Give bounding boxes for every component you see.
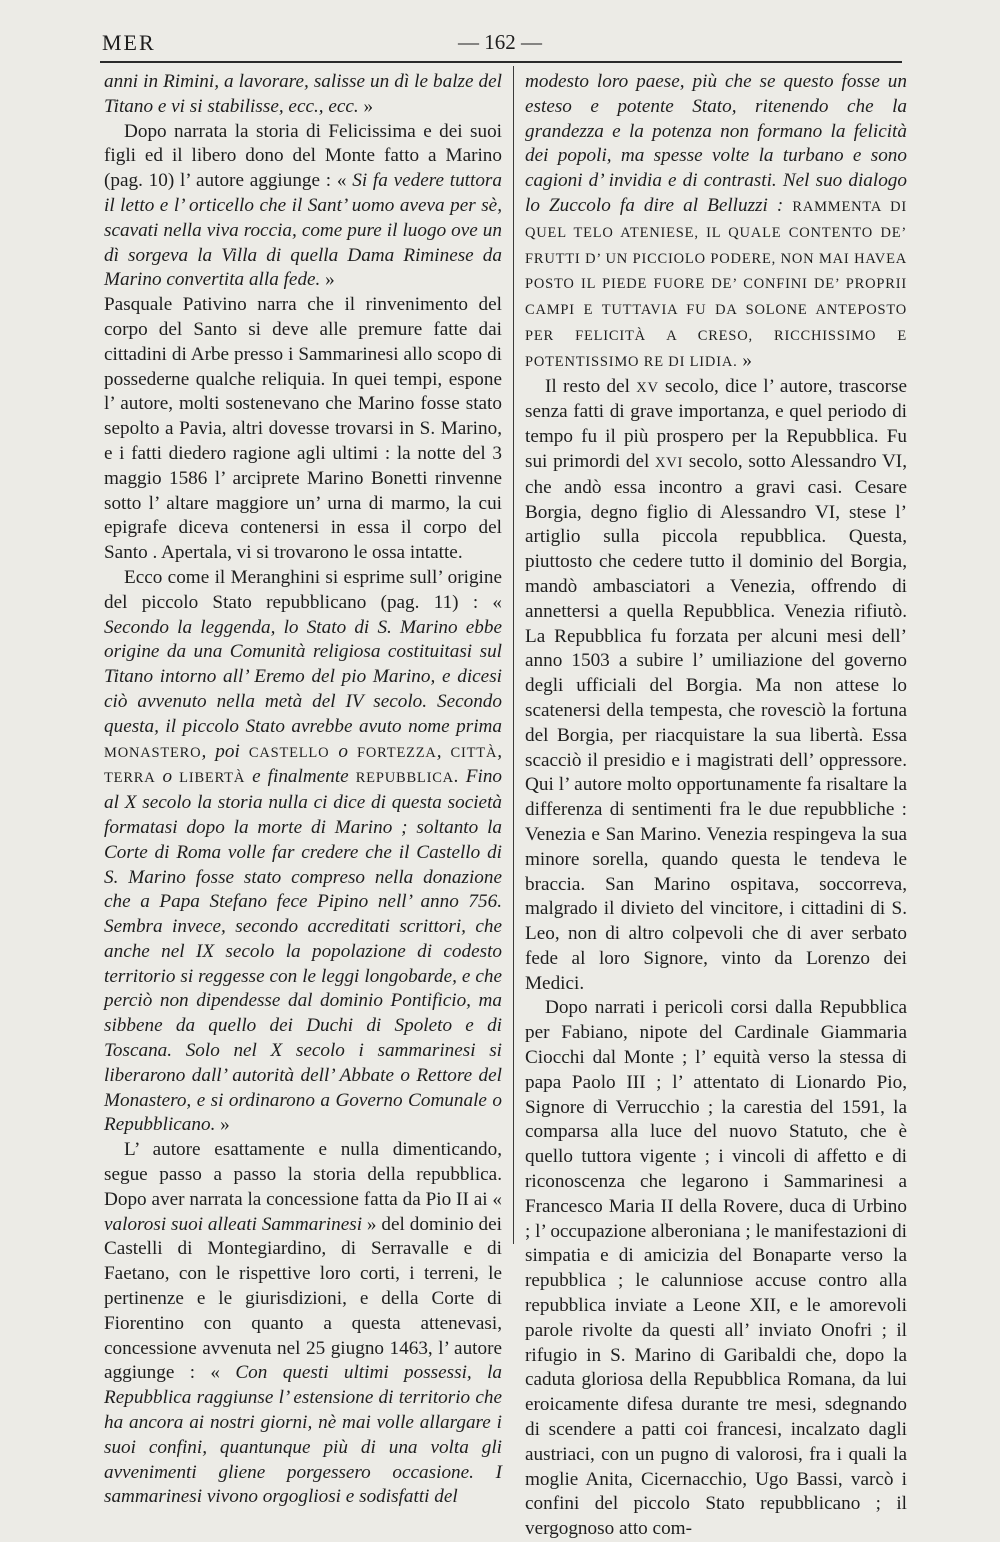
header-rule [100,61,902,63]
text-run: » [737,349,752,371]
running-head: MER [102,30,156,55]
column-divider [513,66,514,1244]
italic-text: Secondo la leggenda, lo Stato di S. Marino ebbe origine da una Comunità religiosa costituitasi sul Titano intorno all’ Eremo del pio Marino, e dicesi ciò avvenuto nella metà del IV secolo. Secondo questa, il piccolo Stato avrebbe avuto nome prima [104,616,502,737]
text-run: Il resto del [545,375,637,397]
text-run: Pasquale Pativino narra che il rinvenimento del corpo del Santo si deve alle premure fatte dai cittadini di Arbe presso i Sammarinesi allo scopo di possederne qualche reliquia. In quei tempi, espone l’ autore, molti sostenevano che Marino fosse stato sepolto a Pavia, altri dovesse trovarsi in S. Marino, e i fatti diedero ragione agli ultimi : la notte del 3 maggio 1586 l’ arciprete Marino Bonetti rinvenne sotto l’ altare maggiore un’ urna di marmo, la cui epigrafe diceva contenersi in essa il corpo del Santo . Apertala, vi si trovarono le ossa intatte. [104,294,502,564]
text-run: secolo, sotto Alessandro VI, che andò essa incontro a gravi casi. Cesare Borgia, degno figlio di Alessandro VI, stese l’ artiglio sulla piccola repubblica. Questa, piuttosto che cedere tutto il dominio del Borgia, mandò ambasciatori a Venezia, offrendo di annettersi a quella Repubblica. Venezia rifiutò. La Repubblica fu forzata per alcuni mesi dell’ anno 1503 a subire l’ umiliazione del governo degli ufficiali del Borgia. Ma non attese lo scatenersi della tempesta, che rovesciò la fortuna del Borgia, per riacquistare la sua libertà. Essa scacciò il presidio e i magistrati dell’ oppressore. Qui l’ autore molto opportunamente fa risaltare la differenza di sentimenti fra le due repubbliche : Venezia e San Marino. Venezia respingeva la sua minore sorella, quando questa le tendeva le braccia. San Marino ospitava, soccorreva, malgrado il divieto del vincitore, i cittadini di S. Leo, non di altro colpevoli che di aver serbato fede al loro Signore, vinto da Lorenzo dei Medici. [525,450,907,994]
paragraph [104,566,502,1138]
small-caps-text: CASTELLO [248,744,330,761]
text-run: Dopo narrata la storia di Felicissima e dei suoi figli ed il libero dono del Monte fatto a Marino (pag. 10) l’ autore aggiunge : « [104,120,502,192]
text-run: L’ autore esattamente e nulla dimenticando, segue passo a passo la storia della repubblica. Dopo aver narrata la concessione fatta da Pio II ai « [104,1139,502,1210]
italic-text: , poi [201,740,249,762]
small-caps-text: CITTÀ [450,744,498,761]
italic-text: anni in Rimini, a lavorare, salisse un dì le balze del Titano e vi si stabilisse, ecc., ecc. [104,71,502,117]
italic-text: , [436,740,451,762]
paragraph [525,375,907,997]
small-caps-text: REPUBBLICA [355,770,454,787]
text-run: Ecco come il Meranghini si esprime sull’ origine del piccolo Stato repubblicano (pag. 11) : « [104,566,502,613]
text-run: » [358,95,374,117]
italic-text: o [329,740,358,762]
left-column [104,70,502,1510]
italic-text: valorosi suoi alleati Sammarinesi [104,1213,363,1235]
text-run: » del dominio dei Castelli di Montegiardino, di Serravalle e di Faetano, con le rispettive loro corti, i terreni, le pertinenze e le giurisdizioni, e della Corte di Fiorentino con quanto a questa attenevasi, concessione avvenuta nel 25 giugno 1463, l’ autore aggiunge : « [104,1213,503,1384]
italic-text: . Fino al X secolo la storia nulla ci dice di questa società formatasi dopo la morte di Marino ; soltanto la Corte di Roma volle far credere che il Castello di S. Marino fosse stato compreso nella donazione che a Papa Stefano fece Pipino nell’ anno 756. Sembra invece, secondo accreditati scrittori, che anche nel IX secolo la popolazione di codesto territorio si reggesse con le leggi longobarde, e che perciò non dipendesse dal dominio Pontificio, ma sibbene da quello dei Duchi di Spoleto e di Toscana. Solo nel X secolo i sammarinesi si liberarono dall’ autorità dell’ Abbate o Rettore del Monastero, e si ordinarono a Governo Comunale o Repubblicano. [104,766,503,1136]
text-run: » [215,1114,230,1136]
small-caps-text: MONASTERO [104,744,202,761]
small-caps-text: XV [636,379,659,396]
small-caps-text: LIBERTÀ [179,770,246,787]
small-caps-text: RAMMENTA DI QUEL TELO ATENIESE, IL QUALE CONTENTO DE’ FRUTTI D’ UN PICCIOLO PODERE, NON MAI HAVEA POSTO IL PIEDE FUORE DE’ CONFINI DE’ PROPRII CAMPI E TUTTAVIA FU DA SOLONE ANTEPOSTO PER FELICITÀ A CRESO, RICCHISSIMO E POTENTISSIMO RE DI LIDIA. [525,198,907,370]
right-column [525,70,907,1542]
paragraph [104,293,502,566]
paragraph [104,120,502,294]
small-caps-text: FORTEZZA [357,744,437,761]
italic-text: modesto loro paese, più che se questo fosse un esteso e potente Stato, ritenendo che la grandezza e la potenza non formano la felicità dei popoli, ma spesse volte la turbano e sono cagioni d’ invidia e di contrasti. Nel suo dialogo lo Zuccolo fa dire al Belluzzi : [525,71,907,216]
paragraph [104,1138,502,1510]
italic-text: , [497,740,503,762]
italic-text: o [155,766,180,788]
italic-text: e finalmente [245,766,356,788]
italic-text: Con questi ultimi possessi, la Repubblica raggiunse l’ estensione di territorio che ha ancora ai nostri giorni, nè mai volle allargare i suoi confini, quantunque più di una volta gli avvenimenti gliene porgessero occasione. I sammarinesi vivono orgogliosi e sodisfatti del [104,1362,502,1508]
text-run: secolo, dice l’ autore, trascorse senza fatti di grave importanza, e quel periodo di tempo fu il più prospero per la Repubblica. Fu sui primordi del [525,375,907,472]
italic-text: Si fa vedere tuttora il letto e l’ orticello che il Sant’ uomo aveva per sè, scavati nella viva roccia, come pure il luogo ove un dì sorgeva la Villa di quella Dama Riminese da Marino convertita alla fede. [104,170,502,291]
paragraph [525,70,907,375]
small-caps-text: XVI [655,454,684,471]
text-run: » [320,269,335,291]
paragraph [525,996,907,1542]
page-number: — 162 — [458,30,542,54]
text-run: Dopo narrati i pericoli corsi dalla Repubblica per Fabiano, nipote del Cardinale Giammaria Ciocchi dal Monte ; l’ equità verso la stessa di papa Paolo III ; l’ attentato di Lionardo Pio, Signore di Verrucchio ; la carestia del 1591, la comparsa alla luce del nuovo Statuto, che è quello tuttora vigente ; i vincoli di affetto e di riconoscenza che legarono i Sammarinesi a Francesco Maria II della Rovere, duca di Urbino ; l’ occupazione alberoniana ; le manifestazioni di simpatia e di amicizia del Bonaparte verso la repubblica ; le calunniose accuse contro alla repubblica inviate a Leone XII, e le amorevoli parole rivolte da questi all’ inviato Onofri ; il rifugio in S. Marino di Garibaldi che, dopo la caduta gloriosa della Repubblica Romana, da lui eroicamente difesa durante tre mesi, sdegnando di scendere a patti coi francesi, incalzato dagli austriaci, con un pugno di valorosi, fra i quali la moglie Anita, Cicernacchio, Ugo Bassi, varcò i confini del piccolo Stato repubblicano ; il vergognoso atto com- [525,997,907,1540]
small-caps-text: TERRA [104,770,156,787]
paragraph [104,70,502,120]
